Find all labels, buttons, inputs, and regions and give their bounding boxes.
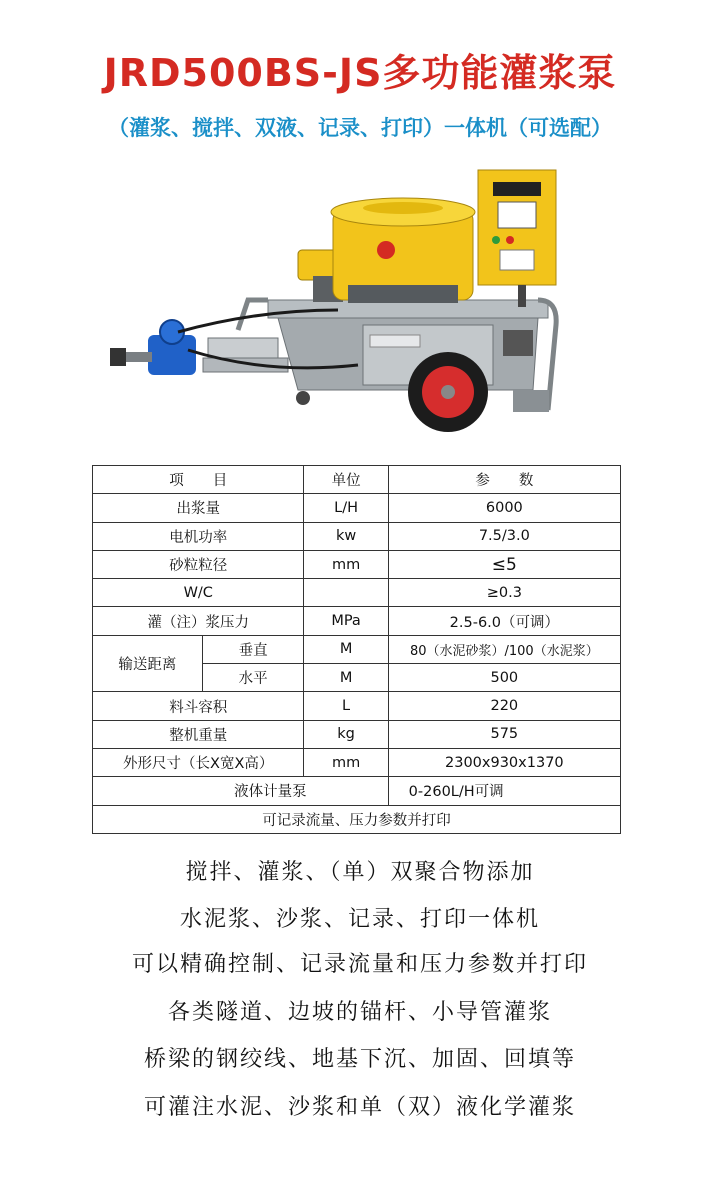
row-item: 出浆量 (93, 494, 304, 522)
row-item: 整机重量 (93, 720, 304, 748)
table-row (93, 720, 621, 748)
row-subitem: 水平 (202, 664, 304, 692)
row-unit: L/H (304, 494, 388, 522)
row-item: W/C (93, 579, 304, 607)
feature-line: 可以精确控制、记录流量和压力参数并打印 (131, 952, 588, 977)
table-row (93, 777, 621, 805)
row-group: 输送距离 (93, 635, 203, 692)
feature-line: 搅拌、灌浆、（单）双聚合物添加 (185, 860, 535, 885)
header-item: 项 目 (93, 466, 304, 494)
page-title: JRD500BS-JS多功能灌浆泵 (103, 51, 617, 95)
mixing-drum (331, 198, 475, 303)
row-value: 7.5/3.0 (388, 522, 620, 550)
row-item: 灌（注）浆压力 (93, 607, 304, 635)
header-unit: 单位 (304, 466, 388, 494)
row-unit: MPa (304, 607, 388, 635)
row-value: 80（水泥砂浆）/100（水泥浆） (388, 635, 620, 663)
red-wheel (408, 352, 488, 432)
row-unit: mm (304, 748, 388, 776)
table-row (93, 607, 621, 635)
row-value: ≥0.3 (388, 579, 620, 607)
table-row (93, 805, 621, 833)
row-unit: kw (304, 522, 388, 550)
table-row (93, 494, 621, 522)
row-value: 2300x930x1370 (388, 748, 620, 776)
grout-pump-machine-image (108, 160, 608, 445)
table-row (93, 692, 621, 720)
machine-frame (238, 300, 556, 410)
control-box (478, 170, 556, 307)
row-unit: M (304, 664, 388, 692)
row-item: 砂粒粒径 (93, 550, 304, 578)
row-value: 2.5-6.0（可调） (388, 607, 620, 635)
header-value: 参 数 (388, 466, 620, 494)
row-item: 外形尺寸（长X宽X高） (93, 748, 304, 776)
table-row (93, 550, 621, 578)
row-value: 0-260L/H可调 (388, 777, 620, 805)
spec-table (92, 465, 621, 834)
row-unit: L (304, 692, 388, 720)
row-item: 电机功率 (93, 522, 304, 550)
feature-line: 桥梁的钢绞线、地基下沉、加固、回填等 (143, 1047, 576, 1072)
row-item: 可记录流量、压力参数并打印 (93, 805, 621, 833)
row-item: 液体计量泵 (93, 777, 389, 805)
feature-line: 水泥浆、沙浆、记录、打印一体机 (179, 907, 540, 932)
page-subtitle: （灌浆、搅拌、双液、记录、打印）一体机（可选配） (108, 116, 612, 140)
table-row (93, 579, 621, 607)
row-unit: kg (304, 720, 388, 748)
feature-line: 各类隧道、边坡的锚杆、小导管灌浆 (167, 1000, 552, 1025)
row-unit (304, 579, 388, 607)
row-unit: M (304, 635, 388, 663)
row-subitem: 垂直 (202, 635, 304, 663)
row-value: 575 (388, 720, 620, 748)
row-value: ≤5 (388, 550, 620, 578)
table-row (93, 522, 621, 550)
row-unit: mm (304, 550, 388, 578)
row-value: 6000 (388, 494, 620, 522)
table-row (93, 635, 621, 663)
row-value: 500 (388, 664, 620, 692)
row-item: 料斗容积 (93, 692, 304, 720)
table-header-row (93, 466, 621, 494)
feature-line: 可灌注水泥、沙浆和单（双）液化学灌浆 (143, 1095, 576, 1120)
table-row (93, 748, 621, 776)
row-value: 220 (388, 692, 620, 720)
